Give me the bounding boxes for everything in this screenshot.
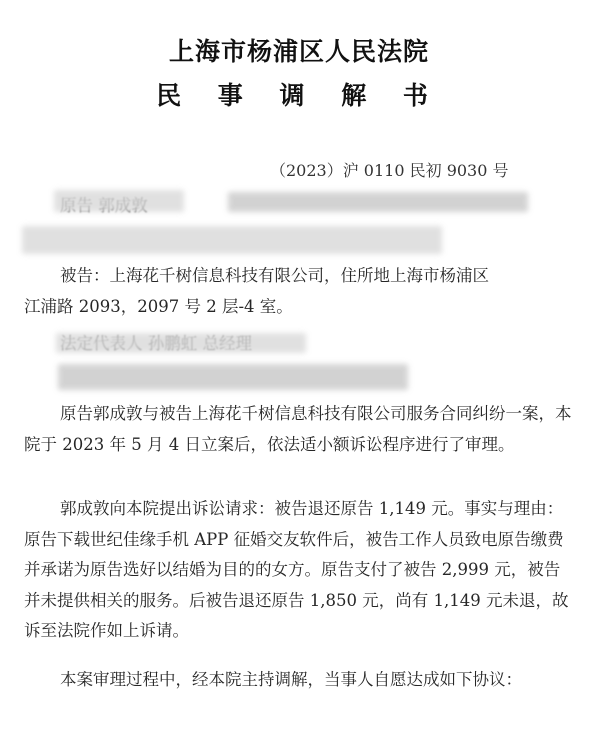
- redaction-block: [56, 333, 306, 353]
- case-number: （2023）沪 0110 民初 9030 号: [270, 161, 509, 180]
- case-intro-paragraph: 原告郭成敦与被告上海花千树信息科技有限公司服务合同纠纷一案，本院于 2023 年 5 月 4 日立案后，依法适小额诉讼程序进行了审理。: [24, 404, 572, 454]
- defendant-line: 被告：上海花千树信息科技有限公司，住所地上海市杨浦区: [60, 266, 489, 285]
- redaction-block: [228, 192, 528, 212]
- redaction-block: [54, 190, 184, 212]
- defendant-address: 江浦路 2093，2097 号 2 层-4 室。: [24, 297, 293, 316]
- court-name: 上海市杨浦区人民法院: [168, 37, 429, 66]
- document-type: 民 事 调 解 书: [156, 81, 442, 110]
- mediation-paragraph: 本案审理过程中，经本院主持调解，当事人自愿达成如下协议：: [60, 670, 522, 689]
- redaction-block: [58, 364, 408, 390]
- redaction-block: [22, 226, 442, 254]
- claim-paragraph: 郭成敦向本院提出诉讼请求：被告退还原告 1,149 元。事实与理由：原告下载世纪佳缘手机 APP 征婚交友软件后，被告工作人员致电原告缴费并承诺为原告选好以结婚为目的的女方。原告支付了被告 2,999 元，被告并未提供相关的服务。后被告退还原告 1,850 元，尚有 1,149 元未退，故诉至法院作如上诉请。: [24, 499, 569, 640]
